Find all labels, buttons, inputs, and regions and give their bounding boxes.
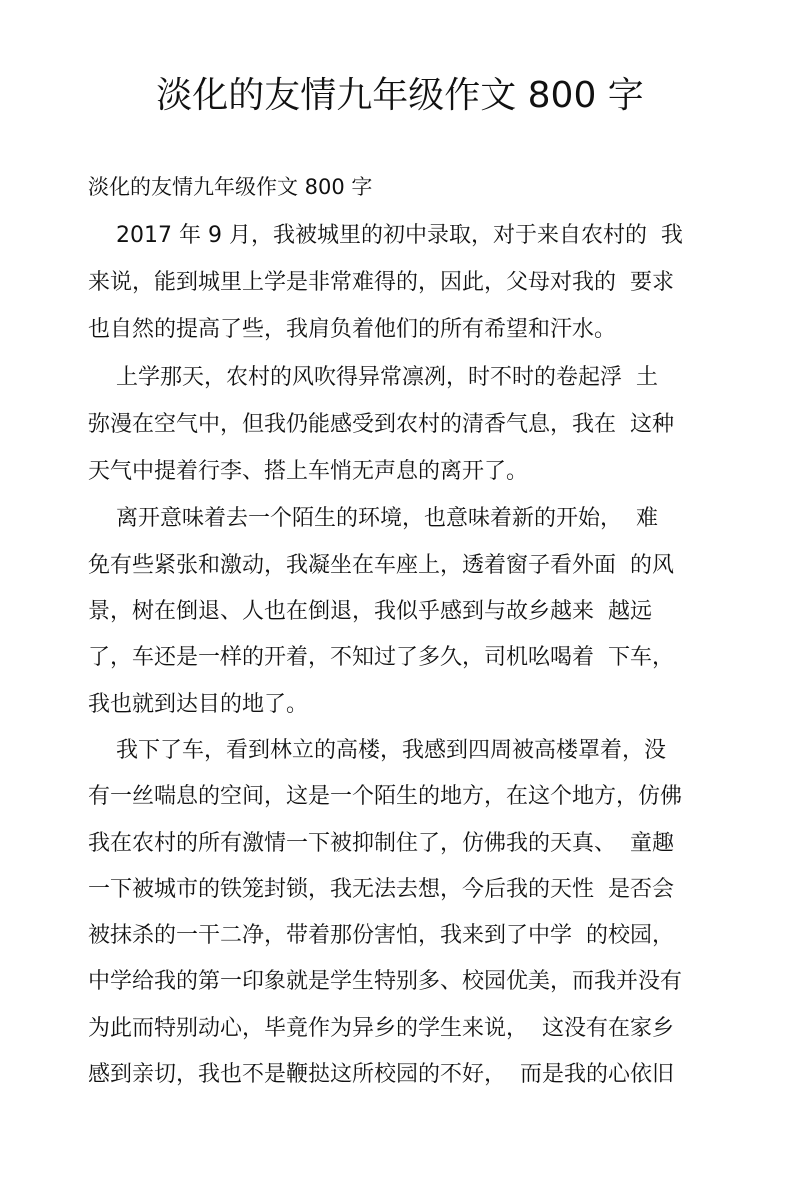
text-line-18: 为此而特别动心，毕竟作为异乡的学生来说， 这没有在家乡 bbox=[88, 1016, 674, 1041]
text-line-10: 了，车还是一样的开着，不知过了多久，司机吆喝着 下车， bbox=[88, 645, 674, 670]
text-line-6: 天气中提着行李、搭上车悄无声息的离开了。 bbox=[88, 459, 529, 484]
document-subtitle: 淡化的友情九年级作文 800 字 bbox=[88, 175, 373, 199]
text-line-3: 也自然的提高了些，我肩负着他们的所有希望和汗水。 bbox=[88, 317, 617, 342]
text-line-8: 免有些紧张和激动，我凝坐在车座上，透着窗子看外面 的风 bbox=[88, 553, 674, 578]
text-line-14: 我在农村的所有激情一下被抑制住了，仿佛我的天真、 童趣 bbox=[88, 831, 674, 856]
document-title: 淡化的友情九年级作文 800 字 bbox=[156, 75, 644, 116]
text-line-2: 来说，能到城里上学是非常难得的，因此，父母对我的 要求 bbox=[88, 270, 674, 295]
text-line-7: 离开意味着去一个陌生的环境，也意味着新的开始， 难 bbox=[88, 506, 658, 531]
text-line-13: 有一丝喘息的空间，这是一个陌生的地方，在这个地方，仿佛 bbox=[88, 784, 683, 809]
text-line-9: 景，树在倒退、人也在倒退，我似乎感到与故乡越来 越远 bbox=[88, 599, 652, 624]
text-line-5: 弥漫在空气中，但我仍能感受到农村的清香气息，我在 这种 bbox=[88, 412, 674, 437]
text-line-11: 我也就到达目的地了。 bbox=[88, 692, 309, 717]
text-line-16: 被抹杀的一干二净，带着那份害怕，我来到了中学 的校园， bbox=[88, 923, 674, 948]
text-line-1: 2017 年 9 月，我被城里的初中录取，对于来自农村的 我 bbox=[88, 223, 683, 248]
text-line-12: 我下了车，看到林立的高楼，我感到四周被高楼罩着，没 bbox=[88, 738, 666, 763]
text-line-4: 上学那天，农村的风吹得异常凛冽，时不时的卷起浮 土 bbox=[88, 365, 658, 390]
text-line-15: 一下被城市的铁笼封锁，我无法去想，今后我的天性 是否会 bbox=[88, 877, 674, 902]
text-line-17: 中学给我的第一印象就是学生特别多、校园优美，而我并没有 bbox=[88, 969, 683, 994]
text-line-19: 感到亲切，我也不是鞭挞这所校园的不好， 而是我的心依旧 bbox=[88, 1062, 674, 1087]
